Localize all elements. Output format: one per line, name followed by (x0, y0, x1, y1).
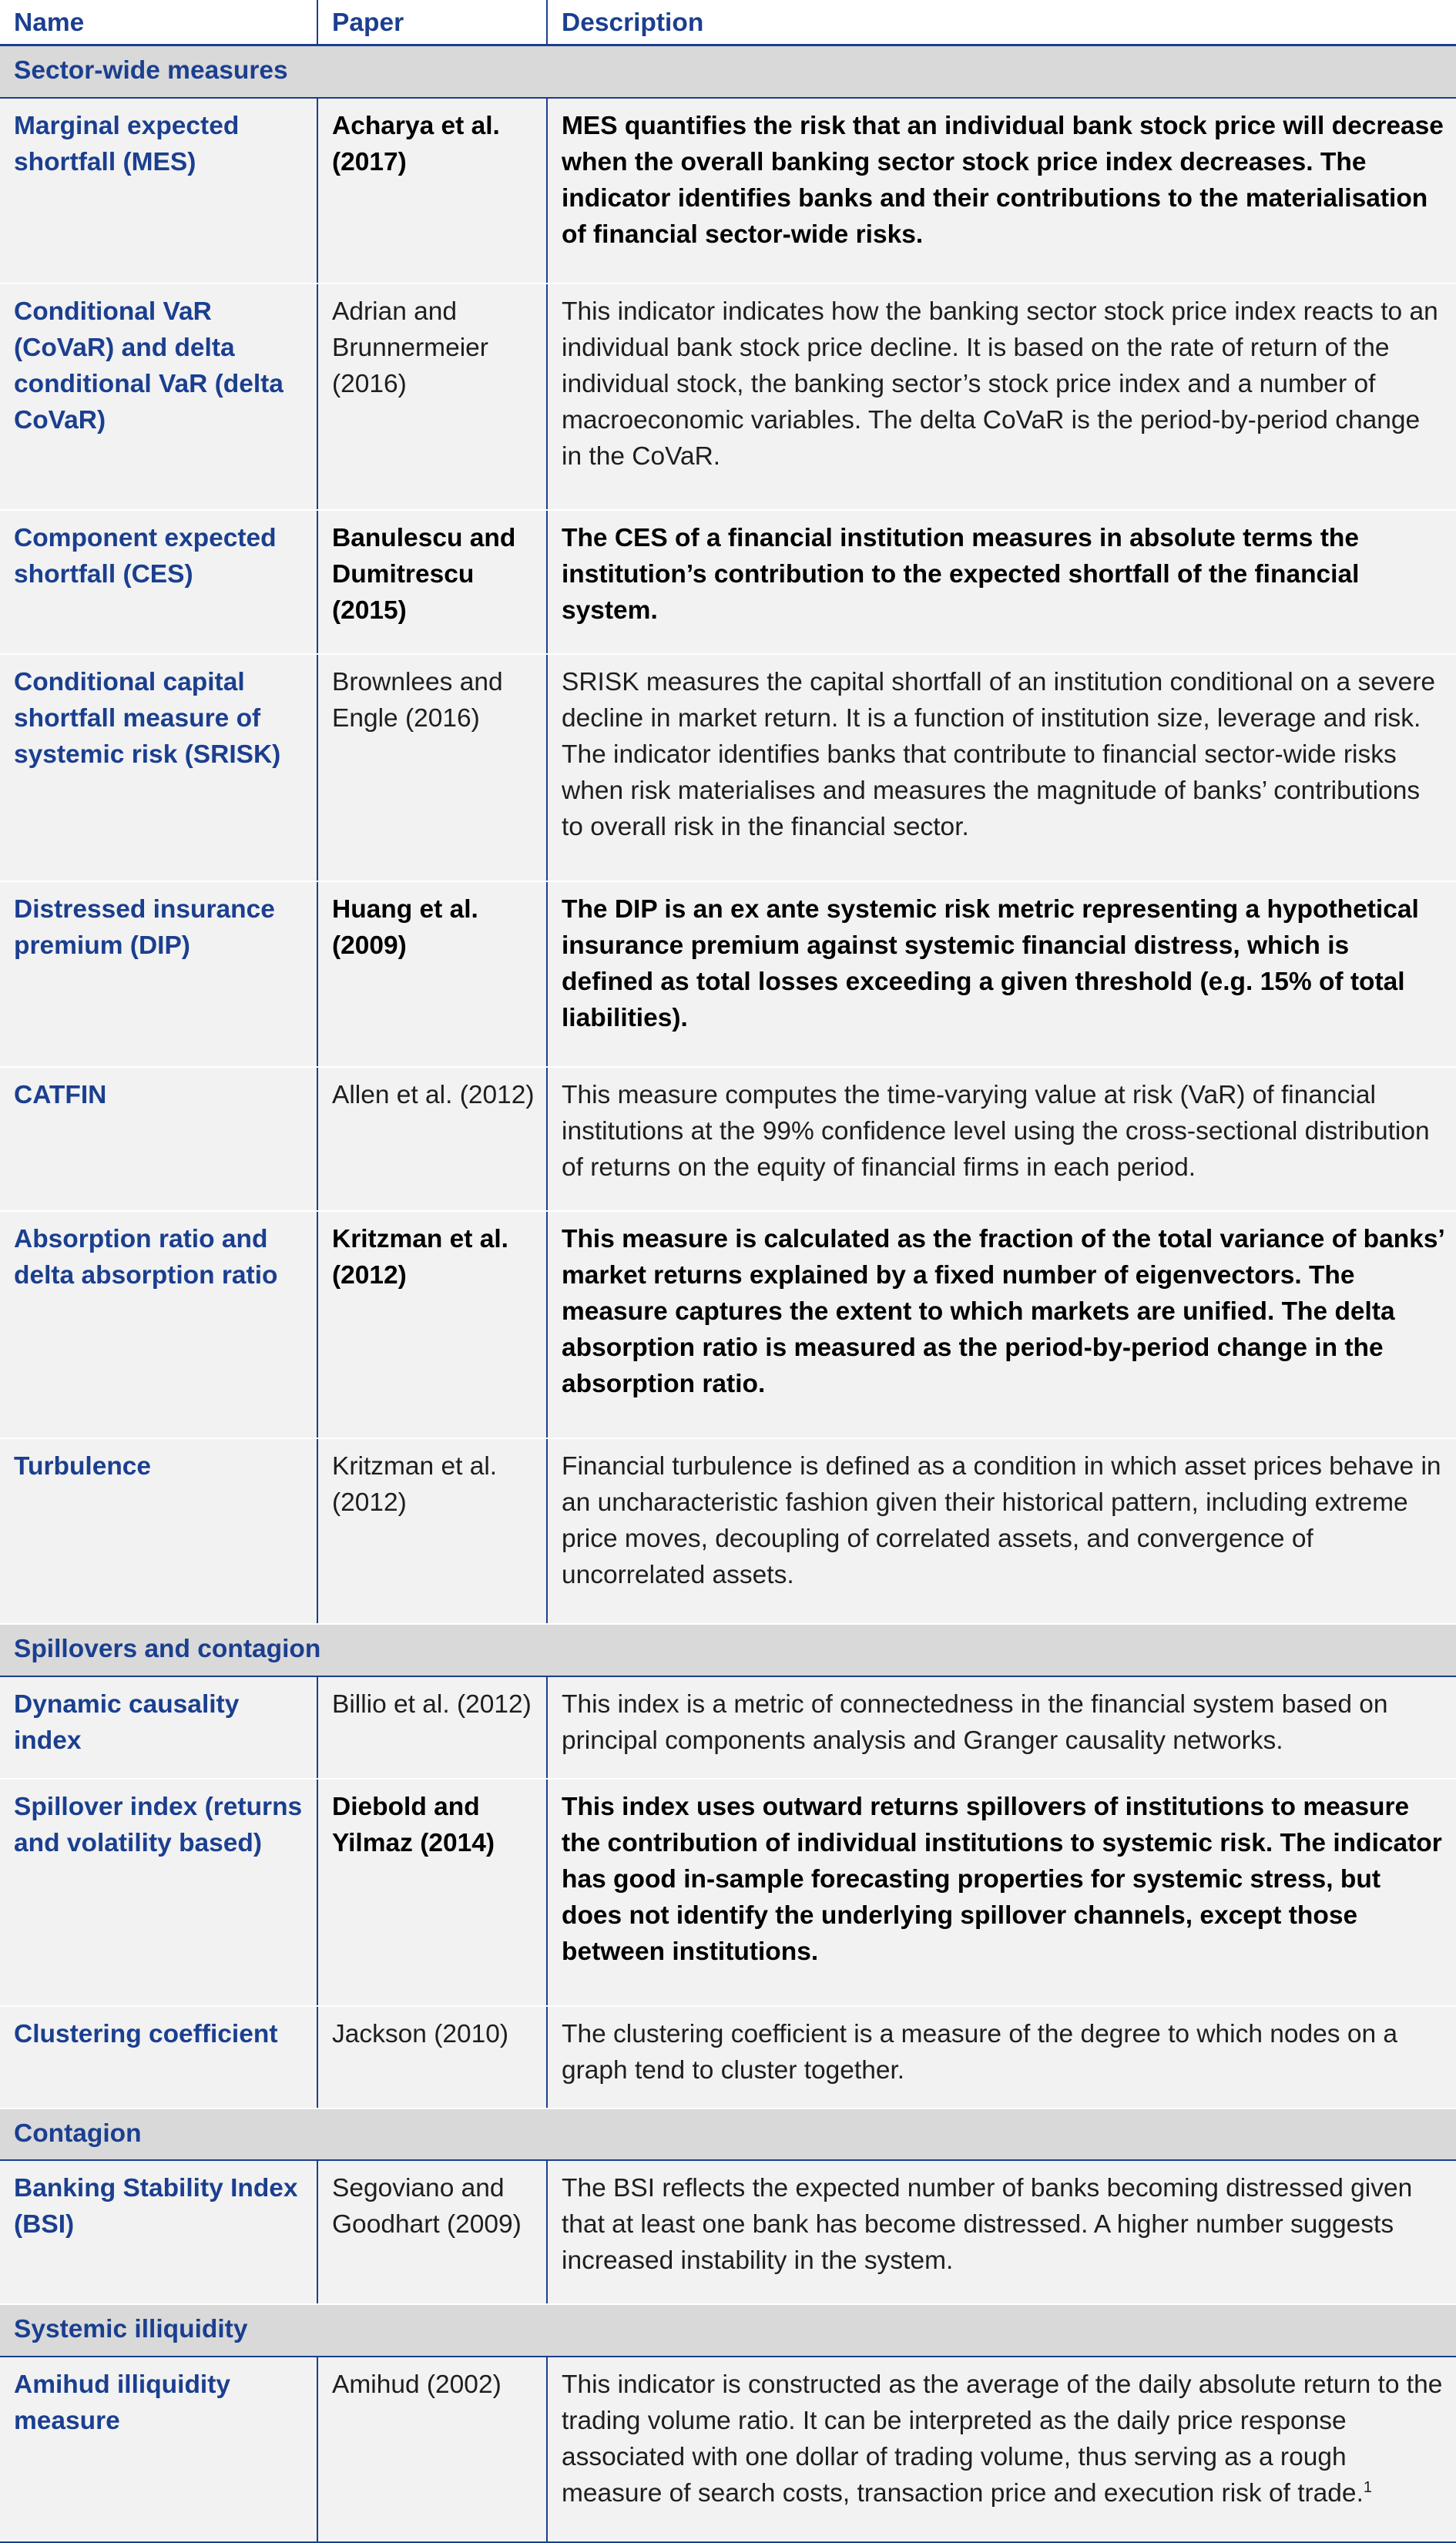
measure-description (547, 283, 1456, 511)
table-row (0, 283, 1456, 511)
section-row (0, 45, 1456, 98)
measure-name: Spillover index (returns and volatility based) (0, 1779, 317, 2006)
section-row (0, 1624, 1456, 1676)
measure-name: Conditional VaR (CoVaR) and delta conditional VaR (delta CoVaR) (0, 283, 317, 511)
description-text: MES quantifies the risk that an individual bank stock price will decrease when the overall banking sector stock price index decreases. The indicator identifies banks and their contributions to the materialisation of financial sector-wide risks. (562, 111, 1444, 249)
table-body (0, 45, 1456, 2543)
measure-name: Absorption ratio and delta absorption ratio (0, 1211, 317, 1438)
paper-reference: Billio et al. (2012) (317, 1676, 547, 1779)
description-text: This measure is calculated as the fraction of the total variance of banks’ market returns explained by a fixed number of eigenvectors. The measure captures the extent to which markets are unified. The delta absorption ratio is measured as the period-by-period change in the absorption ratio. (562, 1225, 1444, 1399)
paper-reference: Huang et al. (2009) (317, 881, 547, 1067)
measure-name: Turbulence (0, 1438, 317, 1624)
column-header-name: Name (0, 0, 317, 45)
measure-name: Conditional capital shortfall measure of systemic risk (SRISK) (0, 654, 317, 881)
table-row (0, 1067, 1456, 1211)
measure-description (547, 1676, 1456, 1779)
measure-description (547, 1438, 1456, 1624)
paper-reference: Allen et al. (2012) (317, 1067, 547, 1211)
measure-name: CATFIN (0, 1067, 317, 1211)
table-row (0, 2006, 1456, 2109)
paper-reference: Diebold and Yilmaz (2014) (317, 1779, 547, 2006)
table-row (0, 2160, 1456, 2304)
measure-description (547, 1779, 1456, 2006)
table-row (0, 654, 1456, 881)
paper-reference: Amihud (2002) (317, 2357, 547, 2542)
section-row (0, 2304, 1456, 2357)
paper-reference: Kritzman et al. (2012) (317, 1438, 547, 1624)
section-title: Spillovers and contagion (0, 1624, 1456, 1676)
table-row (0, 1779, 1456, 2006)
table-row (0, 1676, 1456, 1779)
description-text: The clustering coefficient is a measure of the degree to which nodes on a graph tend to cluster together. (562, 2019, 1398, 2085)
measure-name: Marginal expected shortfall (MES) (0, 98, 317, 283)
section-title: Systemic illiquidity (0, 2304, 1456, 2357)
paper-reference: Adrian and Brunnermeier (2016) (317, 283, 547, 511)
table-row (0, 510, 1456, 654)
measure-description (547, 510, 1456, 654)
description-text: This measure computes the time-varying value at risk (VaR) of financial institutions at the 99% confidence level using the cross-sectional distribution of returns on the equity of financial firms in each period. (562, 1081, 1430, 1183)
measure-description (547, 98, 1456, 283)
measure-name: Distressed insurance premium (DIP) (0, 881, 317, 1067)
measure-description (547, 1067, 1456, 1211)
table-row (0, 2357, 1456, 2542)
footnote-marker: 1 (1363, 2478, 1372, 2496)
paper-reference: Segoviano and Goodhart (2009) (317, 2160, 547, 2304)
table-row (0, 881, 1456, 1067)
table-row (0, 1438, 1456, 1624)
description-text: This indicator indicates how the banking sector stock price index reacts to an individual bank stock price decline. It is based on the rate of return of the individual stock, the banking sector’s stock price index and a number of macroeconomic variables. The delta CoVaR is the period-by-period change in the CoVaR. (562, 297, 1438, 471)
description-text: This indicator is constructed as the average of the daily absolute return to the trading volume ratio. It can be interpreted as the daily price response associated with one dollar of trading volume, thus serving as a rough measure of search costs, transaction price and execution risk of trade. (562, 2370, 1443, 2508)
table-row (0, 1211, 1456, 1438)
column-header-description: Description (547, 0, 1456, 45)
paper-reference: Jackson (2010) (317, 2006, 547, 2109)
description-text: The CES of a financial institution measures in absolute terms the institution’s contribution to the expected shortfall of the financial system. (562, 524, 1360, 626)
measure-name: Amihud illiquidity measure (0, 2357, 317, 2542)
measure-description (547, 2357, 1456, 2542)
table-row (0, 98, 1456, 283)
measure-name: Banking Stability Index (BSI) (0, 2160, 317, 2304)
measure-description (547, 2160, 1456, 2304)
description-text: The DIP is an ex ante systemic risk metric representing a hypothetical insurance premium against systemic financial distress, which is defined as total losses exceeding a given threshold (e.g. 15% of total liabilities). (562, 895, 1419, 1033)
column-header-paper: Paper (317, 0, 547, 45)
measure-description (547, 1211, 1456, 1438)
paper-reference: Banulescu and Dumitrescu (2015) (317, 510, 547, 654)
description-text: This index is a metric of connectedness in the financial system based on principal components analysis and Granger causality networks. (562, 1689, 1388, 1755)
paper-reference: Brownlees and Engle (2016) (317, 654, 547, 881)
measure-description (547, 881, 1456, 1067)
description-text: The BSI reflects the expected number of banks becoming distressed given that at least one bank has become distressed. A higher number suggests increased instability in the system. (562, 2174, 1413, 2276)
paper-reference: Acharya et al. (2017) (317, 98, 547, 283)
measure-name: Component expected shortfall (CES) (0, 510, 317, 654)
measure-description (547, 654, 1456, 881)
header-row (0, 0, 1456, 45)
description-text: Financial turbulence is defined as a condition in which asset prices behave in an uncharacteristic fashion given their historical pattern, including extreme price moves, decoupling of correlated assets, and convergence of uncorrelated assets. (562, 1452, 1441, 1590)
description-text: SRISK measures the capital shortfall of an institution conditional on a severe decline in market return. It is a function of institution size, leverage and risk. The indicator identifies banks that contribute to financial sector-wide risks when risk materialises and measures the magnitude of banks’ contributions to overall risk in the financial sector. (562, 668, 1436, 842)
measure-name: Clustering coefficient (0, 2006, 317, 2109)
measure-description (547, 2006, 1456, 2109)
paper-reference: Kritzman et al. (2012) (317, 1211, 547, 1438)
description-text: This index uses outward returns spillovers of institutions to measure the contribution of individual institutions to systemic risk. The indicator has good in-sample forecasting properties for systemic stress, but does not identify the underlying spillover channels, except those between institutions. (562, 1792, 1442, 1966)
measure-name: Dynamic causality index (0, 1676, 317, 1779)
section-row (0, 2109, 1456, 2161)
section-title: Sector-wide measures (0, 45, 1456, 98)
section-title: Contagion (0, 2109, 1456, 2161)
